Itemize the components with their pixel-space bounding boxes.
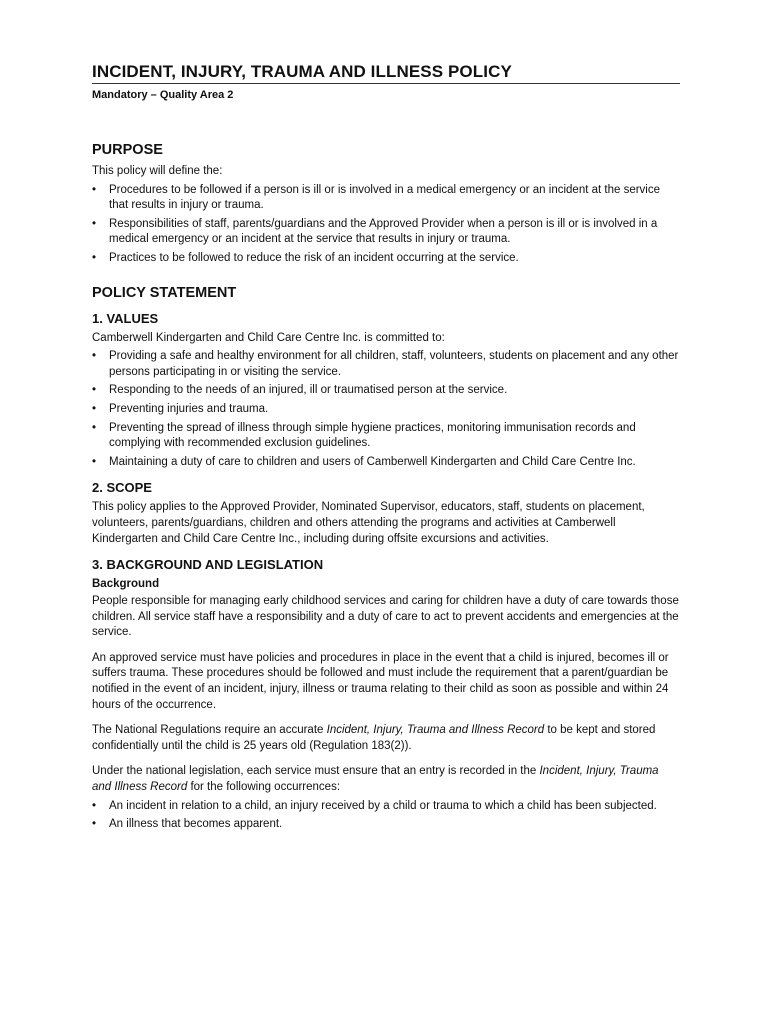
record-name-italic: Incident, Injury, Trauma and Illness Record <box>92 765 659 794</box>
page-title: INCIDENT, INJURY, TRAUMA AND ILLNESS POLICY <box>92 62 680 84</box>
background-heading: 3. BACKGROUND AND LEGISLATION <box>92 557 324 573</box>
bullet-icon: • <box>92 183 97 196</box>
values-intro: Camberwell Kindergarten and Child Care Centre Inc. is committed to: <box>92 331 445 344</box>
occurrences-list <box>92 799 680 833</box>
purpose-intro: This policy will define the: <box>92 165 223 177</box>
background-paragraph-1: People responsible for managing early childhood services and caring for children have a duty of care towards those children. All service staff have a responsibility and a duty of care to act to prevent accidents and emergencies at the service. <box>92 595 679 639</box>
list-item: • Providing a safe and healthy environment for all children, staff, volunteers, students on placement and any other persons participating in or visiting the service. <box>92 350 679 378</box>
list-item: • Responding to the needs of an injured, ill or traumatised person at the service. <box>92 383 680 399</box>
background-paragraph-3: The National Regulations require an accurate Incident, Injury, Trauma and Illness Record to be kept and stored confidentially until the child is 25 years old (Regulation 183(2)). <box>92 724 656 752</box>
list-item: • Preventing injuries and trauma. <box>92 402 680 418</box>
bullet-icon: • <box>92 350 97 363</box>
list-item: • An incident in relation to a child, an injury received by a child or trauma to which a child has been subjected. <box>92 799 680 815</box>
list-item: • Practices to be followed to reduce the risk of an incident occurring at the service. <box>92 251 680 267</box>
background-subheading: Background <box>92 578 160 591</box>
bullet-icon: • <box>92 421 97 434</box>
purpose-heading: PURPOSE <box>92 142 163 158</box>
bullet-icon: • <box>92 251 97 264</box>
bullet-icon: • <box>92 217 97 230</box>
list-item: • Preventing the spread of illness through simple hygiene practices, monitoring immunisation records and complying with recommended exclusion guidelines. <box>92 421 636 450</box>
bullet-icon: • <box>92 384 97 397</box>
bullet-icon: • <box>92 799 97 812</box>
page-subtitle: Mandatory – Quality Area 2 <box>92 89 234 101</box>
list-item: • Procedures to be followed if a person is ill or is involved in a medical emergency or an incident at the service that results in injury or trauma. <box>92 183 661 212</box>
scope-text: This policy applies to the Approved Provider, Nominated Supervisor, educators, staff, students on placement, volunteers, parents/guardians, children and others attending the programs and activities at Camberwell Kindergarten and Child Care Centre Inc., including during offsite excursions and activities. <box>92 501 645 545</box>
purpose-list <box>92 183 680 267</box>
bullet-icon: • <box>92 818 97 831</box>
list-item: • Responsibilities of staff, parents/guardians and the Approved Provider when a person is ill or is involved in a medical emergency or an incident at the service that results in injury or trauma. <box>92 217 658 246</box>
background-paragraph-4: Under the national legislation, each service must ensure that an entry is recorded in the Incident, Injury, Trauma and Illness Record for the following occurrences: <box>92 765 659 794</box>
values-heading: 1. VALUES <box>92 310 159 326</box>
bullet-icon: • <box>92 455 97 468</box>
record-name-italic: Incident, Injury, Trauma and Illness Record <box>326 724 545 737</box>
values-list <box>92 349 680 470</box>
scope-heading: 2. SCOPE <box>92 480 152 496</box>
list-item: • An illness that becomes apparent. <box>92 817 680 833</box>
bullet-icon: • <box>92 402 97 415</box>
background-paragraph-2: An approved service must have policies and procedures in place in the event that a child is injured, becomes ill or suffers trauma. These procedures should be followed and must include the requirement that a parent/guardian be notified in the event of an incident, injury, illness or trauma relating to their child as soon as possible and within 24 hours of the occurrence. <box>92 651 669 711</box>
list-item: • Maintaining a duty of care to children and users of Camberwell Kindergarten and Child Care Centre Inc. <box>92 455 680 471</box>
policy-statement-heading: POLICY STATEMENT <box>92 284 237 301</box>
